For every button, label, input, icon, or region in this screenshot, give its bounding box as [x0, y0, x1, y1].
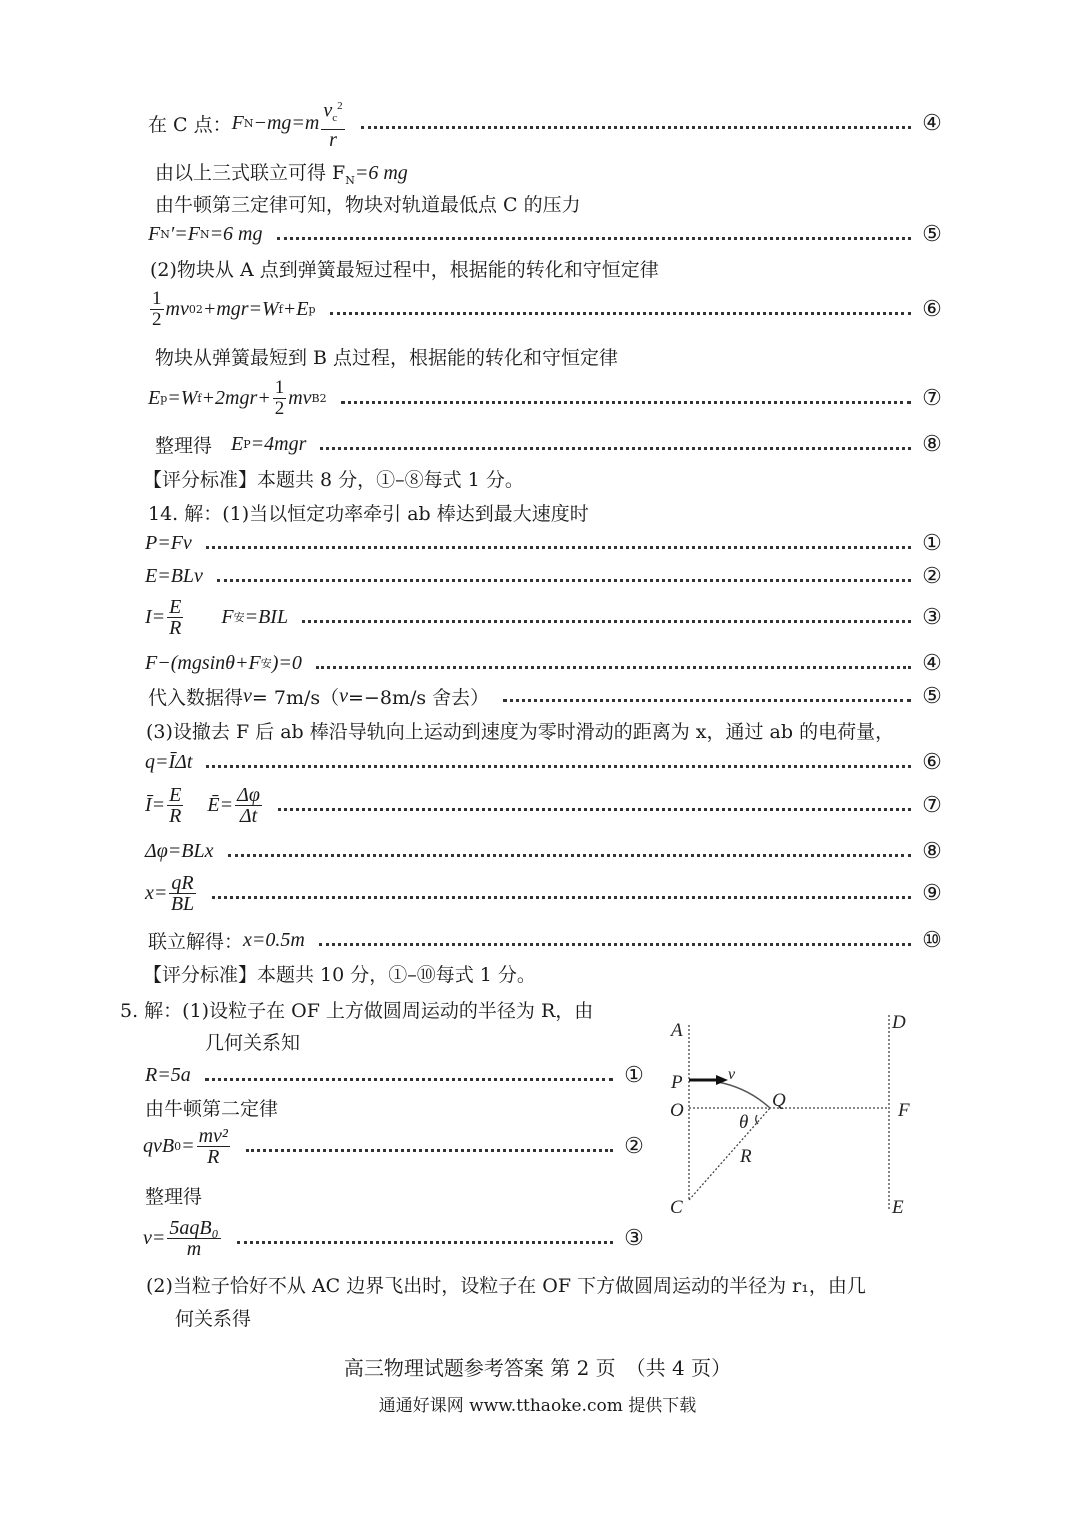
label: 联立解得：: [148, 930, 244, 953]
label: 整理得: [155, 434, 232, 457]
math: F−(mgsinθ+F: [145, 651, 261, 674]
math: E: [148, 386, 161, 409]
math-sub: 安: [260, 657, 272, 670]
label: 代入数据得: [148, 686, 244, 709]
question-15-heading: 5. 解：(1)设粒子在 OF 上方做圆周运动的半径为 R，由: [120, 1000, 594, 1022]
text-line: 何关系得: [175, 1308, 252, 1330]
math: =: [181, 1134, 195, 1157]
math-sub: f: [197, 391, 202, 405]
text-line: 整理得: [145, 1186, 203, 1208]
denominator: 2: [274, 397, 285, 419]
label-R: R: [740, 1146, 752, 1167]
label-C: C: [670, 1197, 683, 1218]
equation-number: ①: [624, 1062, 644, 1088]
label-theta: θ: [739, 1112, 749, 1133]
equation-number: ⑦: [922, 792, 942, 818]
label-v: v: [728, 1066, 736, 1083]
equation-number: ⑩: [922, 927, 942, 953]
numerator: 1: [152, 287, 162, 309]
equation-number: ②: [922, 563, 942, 589]
equation-number: ⑥: [922, 296, 942, 322]
denominator: BL: [170, 892, 195, 915]
text-line: 物块从弹簧最短到 B 点过程，根据能的转化和守恒定律: [155, 347, 619, 369]
label-Q: Q: [772, 1090, 786, 1111]
math-sub: p: [160, 391, 168, 405]
denominator: R: [169, 804, 182, 827]
text: 由以上三式联立可得 F: [155, 162, 346, 184]
label-A: A: [671, 1020, 683, 1041]
numerator: 5aqB₀: [169, 1216, 219, 1239]
equation-number: ④: [922, 650, 942, 676]
math: +E: [282, 297, 309, 320]
label-D: D: [892, 1012, 906, 1033]
radius-CQ: [689, 1108, 770, 1200]
equation-number: ⑥: [922, 749, 942, 775]
numerator: E: [169, 595, 182, 618]
math: Ē=: [207, 793, 234, 816]
math-sup: 2: [319, 391, 327, 405]
math: =BIL: [244, 605, 289, 628]
equation-number: ⑨: [922, 880, 942, 906]
part-2-heading: (2)物块从 A 点到弹簧最短过程中，根据能的转化和守恒定律: [150, 259, 659, 281]
math: v: [339, 684, 349, 707]
angle-mark: [756, 1115, 758, 1124]
text-line: 由牛顿第三定律可知，物块对轨道最低点 C 的压力: [155, 194, 581, 216]
math: F: [148, 222, 161, 245]
math: =6 mg: [209, 222, 263, 245]
denominator: m: [186, 1237, 202, 1260]
math-sub: f: [278, 302, 283, 316]
math-sub: 安: [233, 611, 245, 624]
math-sub: P: [243, 437, 251, 451]
equation-number: ③: [922, 604, 942, 630]
equation-number: ②: [624, 1133, 644, 1159]
part-3-heading: (3)设撤去 F 后 ab 棒沿导轨向上运动到速度为零时滑动的距离为 x，通过 ab 的电荷量，: [146, 721, 895, 743]
numerator: 1: [274, 376, 285, 398]
math: ′=F: [169, 222, 200, 245]
denominator: R: [207, 1145, 220, 1168]
math: E: [231, 432, 244, 455]
scoring-note: 【评分标准】本题共 10 分，①–⑩每式 1 分。: [143, 964, 536, 986]
numerator: E: [169, 783, 182, 806]
equation-number: ③: [624, 1225, 644, 1251]
numerator: mv²: [198, 1124, 228, 1147]
math: =W: [167, 386, 198, 409]
text: = 7m/s（: [251, 686, 340, 709]
math-sup: 2: [195, 302, 203, 316]
math: P=Fv: [145, 531, 192, 554]
part-2-heading: (2)当粒子恰好不从 AC 边界飞出时，设粒子在 OF 下方做圆周运动的半径为 r₁，由几: [146, 1275, 866, 1297]
math: q=ĪΔt: [145, 750, 193, 773]
math: =4mgr: [250, 432, 307, 455]
math: Δφ=BLx: [145, 839, 214, 862]
math-sub: N: [243, 116, 254, 130]
math-sub: N: [199, 227, 210, 241]
math-sub: p: [308, 302, 316, 316]
math: I=: [145, 605, 166, 628]
math-sub: N: [345, 173, 355, 187]
math: =6 mg: [354, 162, 408, 184]
numerator-sup: 2: [337, 100, 343, 113]
equation-number: ⑤: [922, 221, 942, 247]
text-line: 由牛顿第二定律: [145, 1098, 279, 1120]
equation-number: ⑦: [922, 385, 942, 411]
denominator: 2: [152, 308, 162, 330]
equation-number: ⑤: [922, 683, 942, 709]
denominator: r: [329, 128, 337, 151]
numerator-sub: c: [332, 112, 338, 125]
math: )=0: [271, 651, 302, 674]
math-sub: 0: [188, 302, 196, 316]
label-O: O: [670, 1100, 684, 1121]
math: x=: [145, 881, 168, 904]
math: F: [221, 605, 234, 628]
math: mv: [165, 297, 189, 320]
numerator: v: [323, 99, 333, 122]
text: =−8m/s 舍去）: [348, 686, 490, 709]
math: F: [231, 111, 244, 134]
math: Ī=: [145, 793, 166, 816]
scoring-note: 【评分标准】本题共 8 分，①–⑧每式 1 分。: [143, 469, 524, 491]
equation-number: ④: [922, 110, 942, 136]
source-footer: 通通好课网 www.tthaoke.com 提供下载: [378, 1396, 697, 1416]
trajectory-arc: [718, 1082, 770, 1108]
math: +2mgr+: [201, 386, 271, 409]
math: R=5a: [145, 1063, 191, 1086]
math-sub: 0: [174, 1139, 182, 1153]
page-footer: 高三物理试题参考答案 第 2 页 （共 4 页）: [343, 1356, 732, 1380]
math-sub: B: [311, 391, 320, 405]
numerator: qR: [171, 871, 194, 894]
denominator: R: [169, 616, 182, 639]
label: 在 C 点：: [148, 113, 232, 136]
equation-number: ⑧: [922, 838, 942, 864]
denominator: Δt: [239, 804, 258, 827]
question-14-heading: 14. 解：(1)当以恒定功率牵引 ab 棒达到最大速度时: [148, 503, 589, 525]
label-F: F: [898, 1100, 910, 1121]
math-sub: N: [160, 227, 170, 241]
math: +mgr=W: [202, 297, 279, 320]
label-E: E: [892, 1197, 904, 1218]
math: x=0.5m: [243, 928, 305, 951]
math: −mg=m: [253, 111, 320, 134]
math: mv: [288, 386, 312, 409]
equation-number: ⑧: [922, 431, 942, 457]
math: v=: [143, 1226, 166, 1249]
numerator: Δφ: [237, 783, 260, 806]
math: v: [243, 684, 252, 707]
math: qvB: [143, 1134, 175, 1157]
text-line: 几何关系知: [205, 1032, 301, 1054]
label-P: P: [671, 1072, 683, 1093]
equation-number: ①: [922, 530, 942, 556]
math: E=BLv: [145, 564, 203, 587]
